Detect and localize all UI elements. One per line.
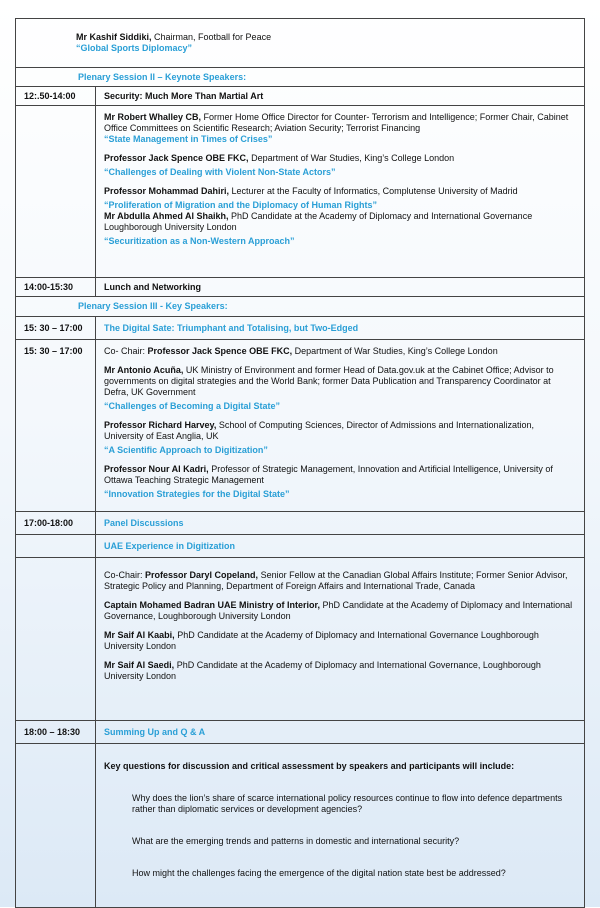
speaker-name: Professor Mohammad Dahiri, (104, 186, 230, 196)
questions-row (16, 744, 584, 908)
talk-title: “Innovation Strategies for the Digital State” (104, 489, 290, 499)
questions-intro: Key questions for discussion and critical assessment by speakers and participants will include: (104, 761, 515, 771)
time-slot: 15: 30 – 17:00 (16, 317, 96, 339)
session-heading: Plenary Session III - Key Speakers: (78, 301, 228, 311)
speaker-name: Professor Richard Harvey, (104, 420, 217, 430)
session-topic: Summing Up and Q & A (104, 727, 206, 737)
panel-subheading: UAE Experience in Digitization (104, 541, 236, 551)
talk-title: “Securitization as a Non-Western Approach” (104, 236, 295, 246)
time-slot: 12:.50-14:00 (16, 87, 96, 105)
chair-name: Professor Jack Spence OBE FKC, (147, 346, 293, 356)
panelist-role: PhD Candidate at the Academy of Diplomacy and International Governance, Loughborough University London (104, 600, 573, 621)
speaker-name: Mr Robert Whalley CB, (104, 112, 202, 122)
speaker-role: Department of War Studies, King’s College London (248, 153, 455, 163)
panelist-role: PhD Candidate at the Academy of Diplomacy and International Governance Loughborough University London (104, 630, 539, 651)
session-topic: Security: Much More Than Martial Art (104, 91, 264, 101)
speaker-name: Mr Antonio Acuña, (104, 365, 184, 375)
time-slot: 17:00-18:00 (16, 512, 96, 534)
speaker-role: PhD Candidate at the Academy of Diplomacy and International Governance Loughborough University London (104, 211, 533, 232)
time-slot: 14:00-15:30 (16, 278, 96, 296)
speaker-role: Professor of Strategic Management, Innovation and Artificial Intelligence, University of Ottawa Teaching Strategic Management (104, 464, 553, 485)
speakers-row (16, 340, 584, 512)
chair-name: Professor Daryl Copeland, (145, 570, 259, 580)
speaker-name: Professor Jack Spence OBE FKC, (104, 153, 249, 163)
intro-row (16, 19, 584, 68)
talk-title: “State Management in Times of Crises” (104, 134, 273, 144)
panelist-name: Mr Saif Al Kaabi, (104, 630, 175, 640)
discussion-question: Why does the lion’s share of scarce international policy resources continue to flow into defence departments rather than diplomatic services or development agencies? (132, 793, 563, 814)
session-topic: Panel Discussions (104, 518, 184, 528)
panel-members-row (16, 558, 584, 721)
schedule-row (16, 512, 584, 535)
subheading-row (16, 535, 584, 558)
discussion-question: How might the challenges facing the emergence of the digital nation state best be addressed? (132, 868, 506, 878)
talk-title: “A Scientific Approach to Digitization” (104, 445, 268, 455)
session-topic: The Digital Sate: Triumphant and Totalising, but Two-Edged (104, 323, 359, 333)
talk-title: “Global Sports Diplomacy” (76, 43, 193, 53)
speaker-role: Former Home Office Director for Counter- Terrorism and Intelligence; Former Chair, Cabinet Office Committees on Scientific Research; Aviation Security; Terrorist Financing (104, 112, 569, 133)
schedule-row (16, 317, 584, 340)
panelist-name: Mr Saif Al Saedi, (104, 660, 175, 670)
schedule-row (16, 87, 584, 106)
schedule-row (16, 278, 584, 297)
programme-table (15, 18, 585, 908)
session-heading: Plenary Session II – Keynote Speakers: (78, 72, 247, 82)
session-heading-row (16, 297, 584, 317)
time-slot: 18:00 – 18:30 (16, 721, 96, 743)
speaker-role: Chairman, Football for Peace (151, 32, 272, 42)
speaker-role: UK Ministry of Environment and former Head of Data.gov.uk at the Cabinet Office; Advisor to governments on digital strategies and the World Bank; former Data Publication and Transparency Coordinator at Defra, UK Government (104, 365, 554, 397)
panelist-role: PhD Candidate at the Academy of Diplomacy and International Governance, Loughborough University London (104, 660, 541, 681)
talk-title: “Challenges of Dealing with Violent Non-State Actors” (104, 167, 336, 177)
break-label: Lunch and Networking (104, 282, 202, 292)
session-heading-row (16, 68, 584, 87)
chair-role: Department of War Studies, King’s College London (292, 346, 498, 356)
speaker-name: Mr Kashif Siddiki, (76, 32, 152, 42)
chair-prefix: Co- Chair: (104, 346, 148, 356)
chair-prefix: Co-Chair: (104, 570, 146, 580)
speakers-row (16, 106, 584, 278)
time-slot: 15: 30 – 17:00 (16, 340, 96, 511)
speaker-role: Lecturer at the Faculty of Informatics, Complutense University of Madrid (229, 186, 518, 196)
speaker-name: Mr Abdulla Ahmed Al Shaikh, (104, 211, 229, 221)
speaker-role: School of Computing Sciences, Director of Admissions and Internationalization, University of East Anglia, UK (104, 420, 535, 441)
chair-role: Senior Fellow at the Canadian Global Affairs Institute; Former Senior Advisor, Strategic Policy and Planning, Department of Foreign Affairs and International Trade, Canada (104, 570, 568, 591)
talk-title: “Challenges of Becoming a Digital State” (104, 401, 281, 411)
speaker-name: Professor Nour Al Kadri, (104, 464, 209, 474)
discussion-question: What are the emerging trends and patterns in domestic and international security? (132, 836, 460, 846)
talk-title: “Proliferation of Migration and the Diplomacy of Human Rights” (104, 200, 378, 210)
schedule-row (16, 721, 584, 744)
panelist-name: Captain Mohamed Badran UAE Ministry of Interior, (104, 600, 321, 610)
